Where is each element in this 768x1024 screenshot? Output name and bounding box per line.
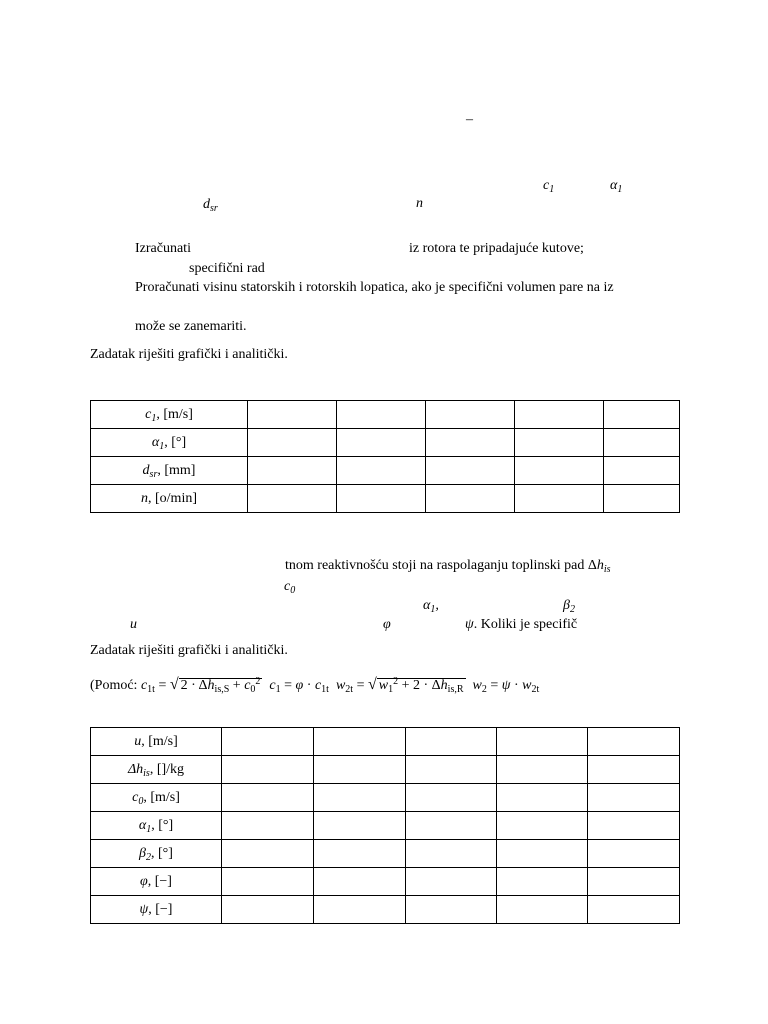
empty-cell (337, 485, 426, 513)
table-row (91, 485, 680, 513)
empty-cell (604, 457, 680, 485)
empty-cell (426, 429, 515, 457)
var-c1: $c_1$ (543, 178, 555, 195)
empty-cell (248, 485, 337, 513)
empty-cell (497, 756, 588, 784)
empty-cell (515, 457, 604, 485)
empty-cell (604, 429, 680, 457)
table-row (91, 457, 680, 485)
empty-cell (406, 868, 497, 896)
var-c0: $c_0$ (284, 579, 296, 596)
empty-cell (314, 896, 406, 924)
data-table-2 (90, 727, 680, 924)
empty-cell (314, 840, 406, 868)
empty-cell (337, 457, 426, 485)
empty-cell (588, 896, 680, 924)
empty-cell (314, 756, 406, 784)
item1-cont: specifični rad (189, 261, 265, 276)
item2: Proračunati visinu statorskih i rotorskih lopatica, ako je specifični volumen pare na iz (135, 280, 614, 295)
data-table-1 (90, 400, 680, 513)
table-row (91, 429, 680, 457)
item1-right: iz rotora te pripadajuće kutove; (409, 241, 584, 256)
item1-left: Izračunati (135, 241, 191, 256)
empty-cell (406, 896, 497, 924)
empty-cell (248, 457, 337, 485)
empty-cell (604, 485, 680, 513)
table-row (91, 840, 680, 868)
row-label: $c_1$, [m/s] (91, 401, 248, 429)
empty-cell (588, 868, 680, 896)
empty-cell (337, 429, 426, 457)
table-row (91, 756, 680, 784)
empty-cell (406, 840, 497, 868)
task2-instruction: Zadatak riješiti grafički i analitički. (90, 643, 288, 658)
table-row (91, 401, 680, 429)
row-label: $\beta_2$, [°] (91, 840, 222, 868)
empty-cell (426, 485, 515, 513)
row-label: n, [o/min] (91, 485, 248, 513)
empty-cell (588, 756, 680, 784)
empty-cell (222, 840, 314, 868)
empty-cell (588, 728, 680, 756)
table-row (91, 868, 680, 896)
empty-cell (497, 812, 588, 840)
empty-cell (406, 728, 497, 756)
empty-cell (314, 728, 406, 756)
row-label: $\alpha_1$, [°] (91, 812, 222, 840)
empty-cell (314, 868, 406, 896)
var-beta2: $\beta_2$ (563, 598, 575, 615)
empty-cell (426, 401, 515, 429)
item3: može se zanemariti. (135, 319, 247, 334)
var-n: n (416, 196, 423, 211)
empty-cell (426, 457, 515, 485)
empty-cell (222, 756, 314, 784)
row-label: φ, [−] (91, 868, 222, 896)
empty-cell (222, 728, 314, 756)
var-u: u (130, 617, 137, 632)
empty-cell (406, 812, 497, 840)
empty-cell (515, 485, 604, 513)
empty-cell (588, 812, 680, 840)
row-label: $c_0$, [m/s] (91, 784, 222, 812)
empty-cell (314, 812, 406, 840)
empty-cell (222, 784, 314, 812)
empty-cell (497, 840, 588, 868)
var-alpha1: $\alpha_1$ (610, 178, 623, 195)
dash-symbol: – (466, 112, 473, 127)
empty-cell (222, 812, 314, 840)
var-phi: φ (383, 617, 391, 632)
task1-instruction: Zadatak riješiti grafički i analitički. (90, 347, 288, 362)
hint-formula: (Pomoć: $c_{1t}$ = √ $2 \cdot \Delta h_{is,S} + c_0^2$ $c_1 = \varphi \cdot c_{1t}$ $w_{2t}$ = √ $w_1^2 + 2 \cdot \Delta h_{is,R}$ $w_2 = \psi \cdot w_{2t}$ (90, 676, 540, 695)
empty-cell (497, 728, 588, 756)
task2-line1: tnom reaktivnošću stoji na raspolaganju toplinski pad $\Delta h_{is}$ (285, 558, 611, 575)
empty-cell (406, 784, 497, 812)
var-psi-line: ψ. Koliki je specifič (465, 617, 578, 632)
empty-cell (497, 784, 588, 812)
empty-cell (406, 756, 497, 784)
empty-cell (337, 401, 426, 429)
row-label: $\Delta h_{is}$, []/kg (91, 756, 222, 784)
row-label: u, [m/s] (91, 728, 222, 756)
empty-cell (222, 868, 314, 896)
row-label: $\alpha_1$, [°] (91, 429, 248, 457)
empty-cell (248, 429, 337, 457)
var-dsr: $d_{sr}$ (203, 197, 218, 214)
empty-cell (497, 868, 588, 896)
row-label: $d_{sr}$, [mm] (91, 457, 248, 485)
empty-cell (588, 840, 680, 868)
empty-cell (515, 429, 604, 457)
row-label: ψ, [−] (91, 896, 222, 924)
table-row (91, 728, 680, 756)
table-row (91, 812, 680, 840)
empty-cell (248, 401, 337, 429)
empty-cell (588, 784, 680, 812)
table-row (91, 784, 680, 812)
empty-cell (497, 896, 588, 924)
var-alpha1-b: $\alpha_1$, (423, 598, 439, 615)
empty-cell (314, 784, 406, 812)
empty-cell (222, 896, 314, 924)
empty-cell (515, 401, 604, 429)
table-row (91, 896, 680, 924)
empty-cell (604, 401, 680, 429)
